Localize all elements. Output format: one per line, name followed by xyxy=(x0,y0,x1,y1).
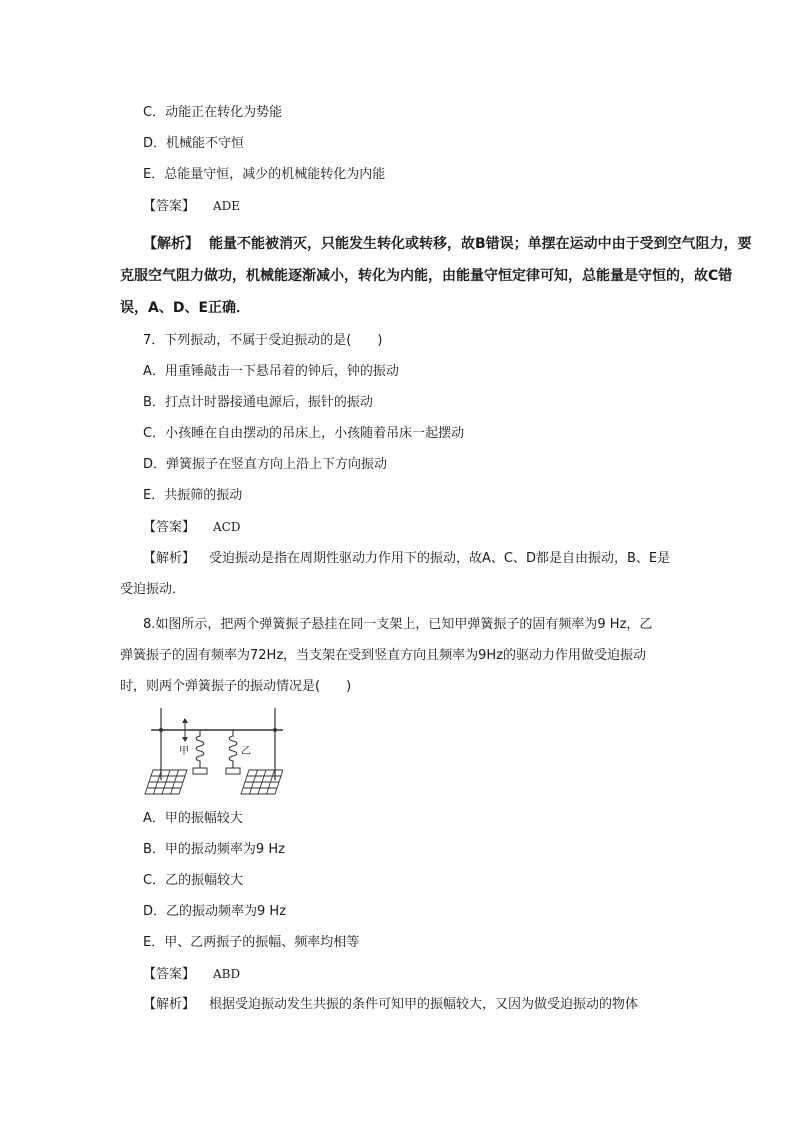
q7-option-c: C．小孩睡在自由摆动的吊床上，小孩随着吊床一起摆动 xyxy=(143,426,465,441)
q7-option-e: E．共振筛的振动 xyxy=(143,488,243,503)
spring-oscillators-figure xyxy=(143,706,283,798)
q7-answer xyxy=(143,518,240,537)
q8-option-b: B．甲的振动频率为9 Hz xyxy=(143,842,285,857)
q6-option-d: D．机械能不守恒 xyxy=(143,136,245,151)
label-yi: 乙 xyxy=(241,746,251,757)
q8-option-e: E．甲、乙两振子的振幅、频率均相等 xyxy=(143,935,360,950)
q8-stem-text: 8.如图所示，把两个弹簧振子悬挂在同一支架上，已知甲弹簧振子的固有频率为9 Hz，乙弹簧振子的固有频率为72Hz，当支架在受到竖直方向且频率为9Hz的驱动力作用做受迫振动时，则两个弹簧振子的振动情况是( ) xyxy=(120,617,653,694)
analysis-text: 根据受迫振动发生共振的条件可知甲的振幅较大，又因为做受迫振动的物体 xyxy=(209,997,639,1012)
q7-analysis xyxy=(120,543,680,605)
q7-option-b: B．打点计时器接通电源后，振针的振动 xyxy=(143,395,373,410)
q6-analysis xyxy=(120,228,760,324)
answer-tag: 【答案】 xyxy=(143,967,196,982)
analysis-tag: 【解析】 xyxy=(143,997,196,1012)
answer-value: ADE xyxy=(213,199,241,213)
left-grid-base xyxy=(145,770,187,794)
q7-option-a: A．用重锤敲击一下悬吊着的钟后，钟的振动 xyxy=(143,364,399,379)
analysis-tag: 【解析】 xyxy=(143,236,199,252)
right-joint xyxy=(273,728,277,732)
label-jia: 甲 xyxy=(179,746,189,757)
q6-option-c: C．动能正在转化为势能 xyxy=(143,105,283,120)
q6-answer xyxy=(143,197,240,216)
q8-answer xyxy=(143,965,240,984)
answer-value: ABD xyxy=(213,967,241,981)
right-grid-base xyxy=(241,770,283,794)
answer-value: ACD xyxy=(213,520,241,534)
q8-option-d: D．乙的振动频率为9 Hz xyxy=(143,904,287,919)
mass-jia xyxy=(193,768,207,774)
q7-stem: 7．下列振动，不属于受迫振动的是( ) xyxy=(143,333,383,348)
q6-option-e: E．总能量守恒，减少的机械能转化为内能 xyxy=(143,167,386,182)
answer-tag: 【答案】 xyxy=(143,520,196,535)
q8-option-a: A．甲的振幅较大 xyxy=(143,811,243,826)
answer-tag: 【答案】 xyxy=(143,199,196,214)
q8-stem xyxy=(120,609,665,702)
analysis-text: 能量不能被消灭，只能发生转化或转移，故B错误；单摆在运动中由于受到空气阻力，要克服空气阻力做功，机械能逐渐减小，转化为内能，由能量守恒定律可知，总能量是守恒的，故C错误，A、D、E正确． xyxy=(120,236,752,316)
spring-jia xyxy=(196,730,204,768)
spring-yi xyxy=(229,730,237,768)
mass-yi xyxy=(226,768,240,774)
q8-option-c: C．乙的振幅较大 xyxy=(143,873,244,888)
arrow-down-icon xyxy=(182,737,188,742)
analysis-text: 受迫振动是指在周期性驱动力作用下的振动，故A、C、D都是自由振动，B、E是受迫振动． xyxy=(120,551,671,597)
left-joint xyxy=(159,728,163,732)
analysis-tag: 【解析】 xyxy=(143,551,196,566)
q7-option-d: D．弹簧振子在竖直方向上沿上下方向振动 xyxy=(143,457,388,472)
q8-analysis xyxy=(143,996,638,1014)
arrow-up-icon xyxy=(182,718,188,723)
